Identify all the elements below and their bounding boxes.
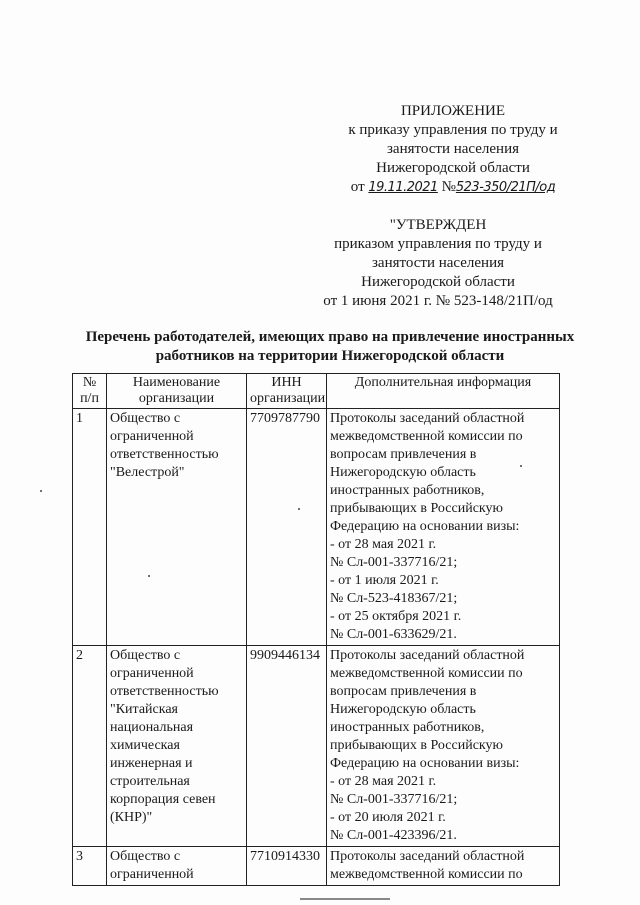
additional-info-line: № Сл-001-337716/21; [330, 792, 458, 807]
organization-name-line: ответственностью [110, 684, 219, 699]
additional-info-line: - от 28 мая 2021 г. [330, 537, 437, 552]
scan-speck [148, 575, 150, 577]
organization-name-line: ограниченной [110, 429, 194, 444]
handwritten-number: 523-350/21П/од [455, 180, 556, 195]
organization-name [107, 847, 247, 886]
header-name-line-1: Наименование [132, 375, 221, 390]
organization-inn: 7709787790 [247, 409, 327, 646]
additional-info-line: прибывающих в Российскую [330, 738, 503, 753]
organization-name-line: химическая [110, 738, 180, 753]
additional-info-line: - от 28 мая 2021 г. [330, 774, 437, 789]
additional-info-line: Нижегородскую область [330, 465, 476, 480]
organization-name [107, 646, 247, 847]
additional-info-line: № Сл-001-337716/21; [330, 555, 458, 570]
additional-info [327, 646, 560, 847]
header-name-line-2: организации [138, 391, 215, 406]
appendix-line-1: к приказу управления по труду и [348, 122, 558, 138]
table-row [73, 646, 560, 847]
header-num-line-1: № [82, 375, 97, 390]
additional-info-line: - от 20 июля 2021 г. [330, 810, 446, 825]
date-prefix: от [350, 179, 365, 195]
additional-info-line: прибывающих в Российскую [330, 501, 503, 516]
document-title [80, 328, 580, 366]
organization-name-line: национальная [110, 720, 194, 735]
organization-name-line: "Велестрой" [110, 465, 185, 480]
approved-line-4: от 1 июня 2021 г. № 523-148/21П/од [323, 293, 553, 309]
approved-title: "УТВЕРЖДЕН [389, 217, 487, 233]
appendix-line-3: Нижегородской области [376, 160, 530, 176]
handwritten-date: 19.11.2021 [368, 180, 438, 195]
header-info [327, 374, 560, 409]
additional-info-line: Федерацию на основании визы: [330, 519, 520, 534]
additional-info-line: межведомственной комиссии по [330, 666, 523, 681]
header-inn-line-1: ИНН [271, 375, 302, 390]
approved-line-2: занятости населения [371, 255, 504, 271]
additional-info-line: Нижегородскую область [330, 702, 476, 717]
additional-info-line: - от 25 октября 2021 г. [330, 609, 462, 624]
header-info-text: Дополнительная информация [354, 375, 532, 390]
additional-info-line: № Сл-523-418367/21; [330, 591, 458, 606]
header-num [73, 374, 107, 409]
additional-info-line: иностранных работников, [330, 483, 485, 498]
document-title-line-1: Перечень работодателей, имеющих право на привлечение иностранных [85, 329, 575, 345]
employers-table [72, 373, 560, 886]
organization-name [107, 409, 247, 646]
additional-info-line: Федерацию на основании визы: [330, 756, 520, 771]
approved-line-3: Нижегородской области [361, 274, 515, 290]
table-row [73, 409, 560, 646]
scan-edge-mark [300, 898, 390, 900]
additional-info-line: вопросам привлечения в [330, 447, 477, 462]
additional-info-line: Протоколы заседаний областной [330, 849, 525, 864]
number-prefix: № [441, 179, 456, 195]
scan-speck [40, 490, 42, 492]
appendix-line-2: занятости населения [386, 141, 519, 157]
additional-info-line: вопросам привлечения в [330, 684, 477, 699]
organization-inn: 9909446134 [247, 646, 327, 847]
additional-info [327, 409, 560, 646]
additional-info-line: - от 1 июля 2021 г. [330, 573, 439, 588]
header-num-line-2: п/п [80, 391, 99, 406]
organization-name-line: (КНР)" [110, 810, 153, 825]
organization-name-line: ответственностью [110, 447, 219, 462]
document-title-line-2: работников на территории Нижегородской области [155, 348, 505, 364]
additional-info-line: Протоколы заседаний областной [330, 411, 525, 426]
scan-speck [298, 508, 300, 510]
organization-name-line: "Китайская [110, 702, 178, 717]
organization-name-line: ограниченной [110, 867, 194, 882]
appendix-header [348, 102, 558, 197]
additional-info-line: иностранных работников, [330, 720, 485, 735]
row-number: 2 [73, 646, 107, 847]
approved-header [318, 216, 558, 311]
additional-info [327, 847, 560, 886]
header-inn-line-2: организации [250, 391, 326, 406]
table-body [73, 409, 560, 886]
additional-info-line: межведомственной комиссии по [330, 867, 523, 882]
header-inn [247, 374, 327, 409]
table-header-row [73, 374, 560, 409]
additional-info-line: № Сл-001-423396/21. [330, 828, 457, 843]
table-row [73, 847, 560, 886]
organization-name-line: Общество с [110, 849, 181, 864]
additional-info-line: Протоколы заседаний областной [330, 648, 525, 663]
approved-line-1: приказом управления по труду и [334, 236, 542, 252]
scan-speck [520, 465, 522, 467]
organization-inn: 7710914330 [247, 847, 327, 886]
organization-name-line: Общество с [110, 648, 181, 663]
appendix-date-line [348, 178, 558, 197]
organization-name-line: ограниченной [110, 666, 194, 681]
row-number: 3 [73, 847, 107, 886]
organization-name-line: Общество с [110, 411, 181, 426]
additional-info-line: № Сл-001-633629/21. [330, 627, 457, 642]
row-number: 1 [73, 409, 107, 646]
additional-info-line: межведомственной комиссии по [330, 429, 523, 444]
header-name [107, 374, 247, 409]
organization-name-line: корпорация севен [110, 792, 216, 807]
organization-name-line: инженерная и [110, 756, 193, 771]
organization-name-line: строительная [110, 774, 190, 789]
appendix-title: ПРИЛОЖЕНИЕ [400, 103, 506, 119]
